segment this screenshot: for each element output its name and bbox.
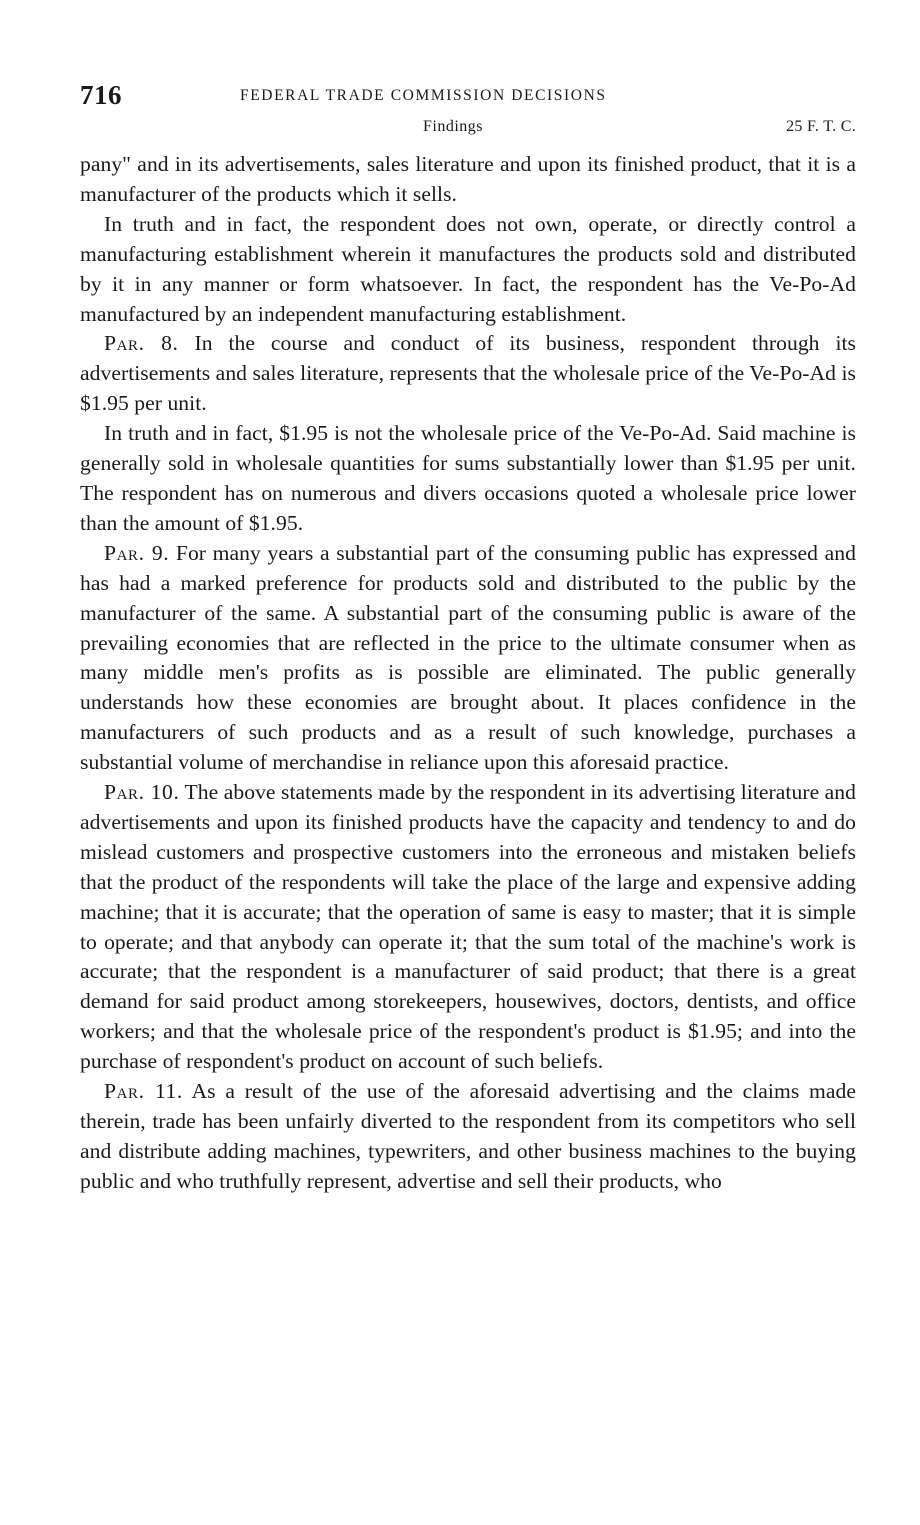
paragraph-text: In truth and in fact, the respondent does not own, operate, or directly control a manufacturing establishment wherein it manufactures the products sold and distributed by it in any manner or form whatsoever. In fact, the respondent has the Ve-Po-Ad manufactured by an independent manufacturing establishment. (80, 211, 856, 326)
paragraph-par-10 (80, 778, 856, 1077)
paragraph-par-8 (80, 329, 856, 419)
paragraph-label: Par. 10. (104, 780, 180, 805)
paragraph-par-11 (80, 1077, 856, 1197)
paragraph-label: Par. 9. (104, 540, 170, 565)
body-text (80, 150, 856, 1197)
journal-title: FEDERAL TRADE COMMISSION DECISIONS (240, 87, 607, 104)
paragraph (80, 419, 856, 539)
paragraph (80, 210, 856, 330)
volume-label: 25 F. T. C. (786, 118, 856, 135)
paragraph-text: The above statements made by the respondent in its advertising literature and advertisements and upon its finished products have the capacity and tendency to and do mislead customers and prospective customers into the erroneous and mistaken beliefs that the product of the respondents will take the place of the large and expensive adding machine; that it is accurate; that the operation of same is easy to master; that it is simple to operate; and that anybody can operate it; that the sum total of the machine's work is accurate; that the respondent is a manufacturer of said product; that there is a great demand for said product among storekeepers, housewives, doctors, dentists, and office workers; and that the wholesale price of the respondent's product is $1.95; and into the purchase of respondent's product on account of such beliefs. (80, 780, 856, 1074)
page-number: 716 (80, 80, 122, 110)
paragraph-text: In the course and conduct of its business, respondent through its advertisements and sales literature, represents that the wholesale price of the Ve-Po-Ad is $1.95 per unit. (80, 331, 856, 416)
paragraph-text: As a result of the use of the aforesaid advertising and the claims made therein, trade has been unfairly diverted to the respondent from its competitors who sell and distribute adding machines, typewriters, and other business machines to the buying public and who truthfully represent, advertise and sell their products, who (80, 1079, 856, 1193)
section-label: Findings (423, 118, 484, 135)
section-subhead (80, 114, 856, 150)
paragraph-continuation (80, 150, 856, 210)
document-page (80, 74, 856, 1197)
running-head (80, 74, 856, 114)
paragraph-par-9 (80, 539, 856, 778)
paragraph-label: Par. 8. (104, 331, 179, 356)
paragraph-text: pany" and in its advertisements, sales literature and upon its finished product, that it is a manufacturer of the products which it sells. (80, 152, 856, 206)
paragraph-label: Par. 11. (104, 1079, 183, 1104)
paragraph-text: For many years a substantial part of the consuming public has expressed and has had a marked preference for products sold and distributed to the public by the manufacturer of the same. A substantial part of the consuming public is aware of the prevailing economies that are reflected in the price to the ultimate consumer when as many middle men's profits as is possible are eliminated. The public generally understands how these economies are brought about. It places confidence in the manufacturers of such products and as a result of such knowledge, purchases a substantial volume of merchandise in reliance upon this aforesaid practice. (80, 540, 857, 775)
paragraph-text: In truth and in fact, $1.95 is not the wholesale price of the Ve-Po-Ad. Said machine is generally sold in wholesale quantities for sums substantially lower than $1.95 per unit. The respondent has on numerous and divers occasions quoted a wholesale price lower than the amount of $1.95. (80, 421, 856, 535)
